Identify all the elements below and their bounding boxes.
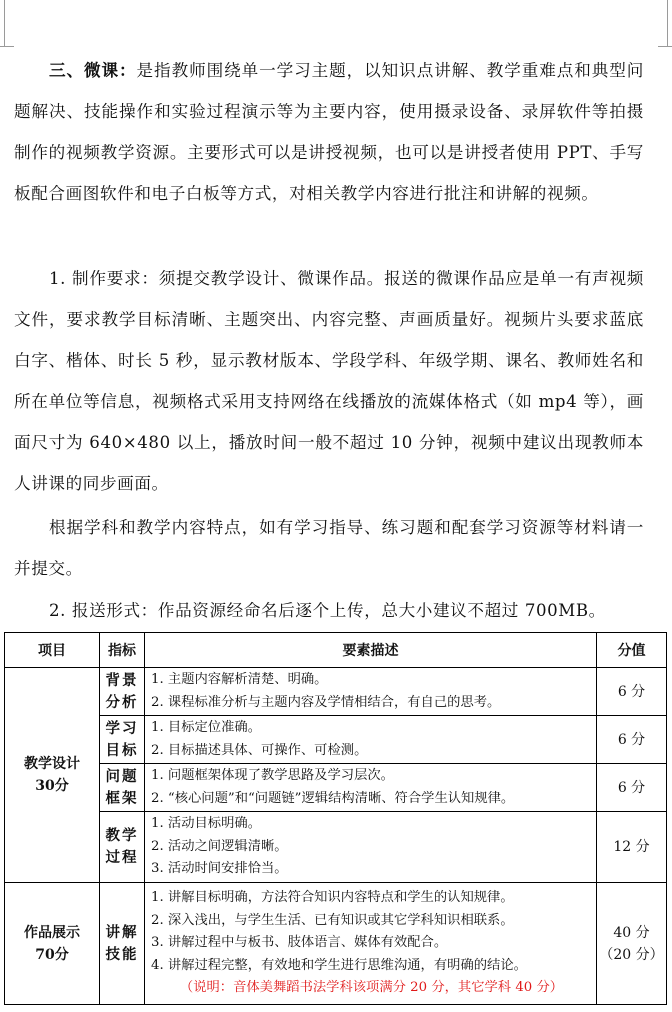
score-cell: 12 分: [597, 812, 667, 883]
requirement1-paragraph: 1. 制作要求：须提交教学设计、微课作品。报送的微课作品应是单一有声视频文件，要求教学目标清晰、主题突出、内容完整、声画质量好。视频片头要求蓝底白字、楷体、时长 5 秒，显示教材版本、学段学科、年级学期、课名、教师姓名和所在单位等信息，视频格式采用支持网络在线播放的流媒体格式（如 mp4 等），画面尺寸为 640×480 以上，播放时间一般不超过 10 分钟，视频中建议出现教师本人讲课的同步画面。: [14, 269, 644, 493]
category-name: 作品展示: [24, 924, 80, 941]
description-cell: [145, 716, 597, 764]
indicator-cell: 问题框架: [100, 764, 145, 812]
description-cell: [145, 812, 597, 883]
description-cell: [145, 668, 597, 716]
crop-mark-right-h: [658, 46, 672, 47]
description-line: 1. 问题框架体现了教学思路及学习层次。: [151, 768, 394, 783]
table-row: [5, 668, 667, 716]
category-name: 教学设计: [24, 756, 80, 772]
header-item: 项目: [5, 633, 100, 668]
description-cell: [145, 883, 597, 1005]
description-line: 1. 活动目标明确。: [151, 816, 261, 832]
supplement-paragraph: 根据学科和教学内容特点，如有学习指导、练习题和配套学习资源等材料请一并提交。: [14, 518, 644, 578]
description-line: 2. 活动之间逻辑清晰。: [151, 838, 288, 854]
crop-mark-left-h: [0, 46, 14, 47]
indicator-cell: 学习目标: [100, 716, 145, 764]
description-line: 2. 课程标准分析与主题内容及学情相结合，有自己的思考。: [151, 694, 501, 710]
category-teaching-design: [5, 668, 100, 883]
description-line: 3. 讲解过程中与板书、肢体语言、媒体有效配合。: [151, 935, 448, 951]
description-line: 3. 活动时间安排恰当。: [151, 861, 288, 877]
description-line: 1. 讲解目标明确，方法符合知识内容特点和学生的认知规律。: [151, 890, 514, 906]
description-cell: [145, 764, 597, 812]
crop-mark-left: [4, 0, 5, 47]
score-alt-value: （20 分）: [599, 946, 664, 963]
description-line: 2. 目标描述具体、可操作、可检测。: [151, 742, 368, 758]
category-points: 70分: [35, 946, 69, 963]
score-note: （说明：音体美舞蹈书法学科该项满分 20 分，其它学科 40 分）: [179, 980, 564, 996]
header-description: 要素描述: [145, 633, 597, 668]
score-value: 40 分: [613, 924, 650, 941]
table-row: [5, 716, 667, 764]
table-row: [5, 812, 667, 883]
table-row: [5, 764, 667, 812]
evaluation-table: [4, 632, 667, 1005]
crop-mark-right: [667, 0, 668, 46]
indicator-cell: 讲解技能: [100, 883, 145, 1005]
section3-paragraph: [14, 50, 644, 214]
section3-body: 是指教师围绕单一学习主题，以知识点讲解、教学重难点和典型问题解决、技能操作和实验过程演示等为主要内容，使用摄录设备、录屏软件等拍摄制作的视频教学资源。主要形式可以是讲授视频，也可以是讲授者使用 PPT、手写板配合画图软件和电子白板等方式，对相关教学内容进行批注和讲解的视频。: [14, 61, 644, 203]
category-work-display: [5, 883, 100, 1005]
table-header-row: [5, 633, 667, 668]
description-line: 4. 讲解过程完整，有效地和学生进行思维沟通，有明确的结论。: [151, 957, 527, 973]
indicator-cell: 教学过程: [100, 812, 145, 883]
description-line: 2. “核心问题”和“问题链”逻辑结构清晰、符合学生认知规律。: [151, 790, 515, 806]
table-row: [5, 883, 667, 1005]
section3-heading: 三、微课：: [49, 60, 137, 80]
score-cell: 6 分: [597, 764, 667, 812]
score-cell: 6 分: [597, 716, 667, 764]
indicator-cell: 背景分析: [100, 668, 145, 716]
description-line: 1. 主题内容解析清楚、明确。: [151, 672, 328, 687]
description-line: 2. 深入浅出，与学生生活、已有知识或其它学科知识相联系。: [151, 912, 514, 928]
category-points: 30分: [35, 778, 69, 794]
header-score: 分值: [597, 633, 667, 668]
requirement2-paragraph: 2. 报送形式：作品资源经命名后逐个上传，总大小建议不超过 700MB。: [49, 601, 606, 620]
description-line: 1. 目标定位准确。: [151, 720, 261, 735]
header-indicator: 指标: [100, 633, 145, 668]
score-cell: [597, 883, 667, 1005]
score-cell: 6 分: [597, 668, 667, 716]
